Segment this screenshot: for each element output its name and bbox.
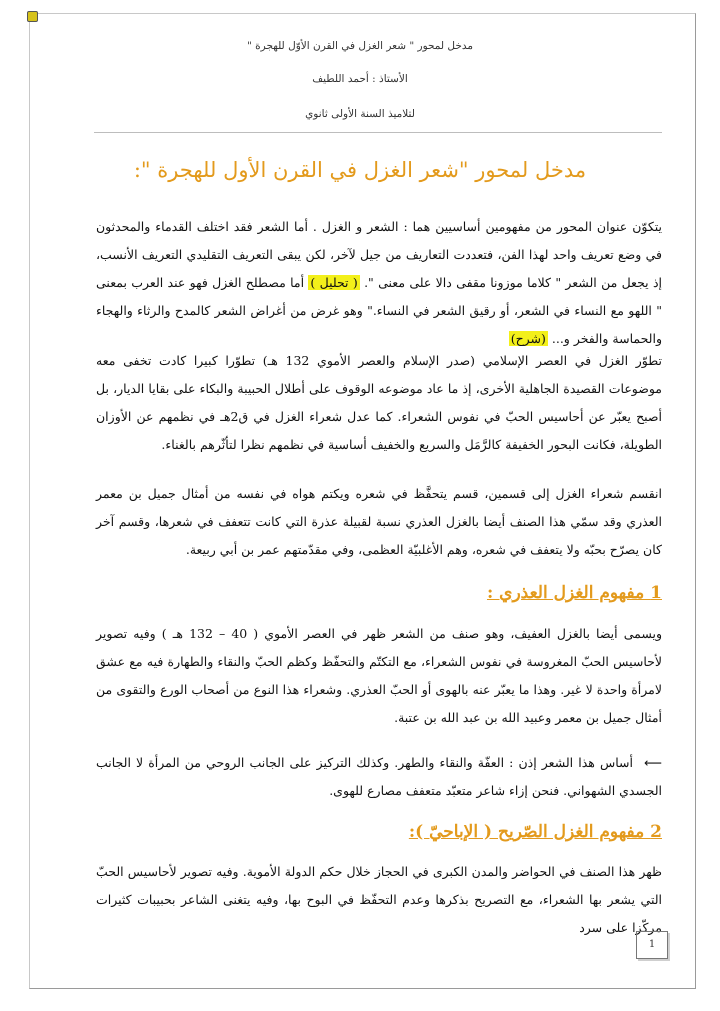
header-title: مدخل لمحور " شعر الغزل في القرن الأوّل للهجرة " bbox=[247, 40, 473, 52]
header-divider bbox=[94, 132, 662, 133]
header-teacher: الأستاذ : أحمد اللطيف bbox=[312, 73, 408, 85]
paragraph-intro-part1: يتكوّن عنوان المحور من مفهومين أساسيين هما : الشعر و الغزل . أما الشعر فقد اختلف القدماء والمحدثون في وضع تعريف واحد لهذا الفن، فتعددت التعاريف من جيل لآخر، لكن يبقى التعريف التقليدي التعريف الأنسب، إذ يجعل من الشعر " كلاما موزونا مقفى دالا على معنى ". bbox=[96, 219, 662, 290]
paragraph-division: انقسم شعراء الغزل إلى قسمين، قسم يتحفَّظ في شعره ويكتم هواه في نفسه من أمثال جميل بن معمر العذري وقد سمّي هذا الصنف أيضا بالغزل العذري نسبة لقبيلة عذرة التي كانت تتعفف في شعرها، وقسم آخر كان يصرّح بحبّه ولا يتعفف في شعره، وهم الأغلبيّة العظمى، وفي مقدّمتهم عمر بن أبي ربيعة. bbox=[96, 486, 662, 557]
paragraph-intro-part2: أما مصطلح الغزل فهو عند العرب بمعنى " اللهو مع النساء في الشعر، أو رقيق الشعر في النساء." وهو غرض من أغراض الشعر كالمدح والرثاء والهجاء والحماسة والفخر و... bbox=[96, 275, 662, 346]
highlight-analysis: ( تحليل ) bbox=[310, 275, 358, 290]
header-audience: لتلاميذ السنة الأولى ثانوي bbox=[305, 108, 415, 120]
section-heading-explicit: 2 مفهوم الغزل الصّريح ( الإباحيّ ): bbox=[408, 822, 662, 842]
corner-marker-icon bbox=[27, 11, 38, 22]
paragraph-udhri-definition: ويسمى أيضا بالغزل العفيف، وهو صنف من الشعر ظهر في العصر الأموي ( 40 – 132 هـ ) وفيه تصوير لأحاسيس الحبّ المغروسة في نفوس الشعراء، مع التكتّم والتحفّظ وكظم الحبّ والنقاء والطهارة فيه مع عشق لامرأة واحدة لا غير. وهذا ما يعبّر عنه بالهوى أو الحبّ العذري. وشعراء هذا النوع من أصحاب الورع والتقوى من أمثال جميل بن معمر وعبيد الله بن عبد الله بن عتبة. bbox=[96, 626, 663, 725]
paragraph-udhri-basis-text: أساس هذا الشعر إذن : العفّة والنقاء والطهر. وكذلك التركيز على الجانب الروحي من المرأة لا الجانب الجسدي الشهواني. فنحن إزاء شاعر متعبّد متعفف مصارع للهوى. bbox=[96, 755, 662, 798]
page-number: 1 bbox=[636, 931, 668, 959]
arrow-icon: ⟵ bbox=[644, 755, 662, 770]
paragraph-intro bbox=[96, 213, 662, 353]
paragraph-evolution: تطوّر الغزل في العصر الإسلامي (صدر الإسلام والعصر الأموي 132 هـ) تطوّرا كبيرا كادت تخفى معه موضوعات القصيدة الجاهلية الأخرى، إذ ما عاد موضوعه الوقوف على أطلال الحبيبة والبكاء على بقايا الديار، بل أصبح يعبّر عن أحاسيس الحبّ في نفوس الشعراء. كما عدل شعراء الغزل في ق2هـ في نظمهم عن الأوزان الطويلة، فكانت البحور الخفيفة كالرَّمَل والسريع والخفيف أساسية في نظمهم نظرا لتأثّرهم بالغناء. bbox=[96, 353, 662, 452]
paragraph-udhri-basis bbox=[96, 749, 662, 805]
highlight-explanation: (شرح) bbox=[510, 331, 546, 346]
document-title: مدخل لمحور "شعر الغزل في القرن الأول للهجرة ": bbox=[133, 158, 587, 182]
section-heading-udhri: 1 مفهوم الغزل العذري : bbox=[486, 583, 662, 603]
paragraph-explicit-definition: ظهر هذا الصنف في الحواضر والمدن الكبرى في الحجاز خلال حكم الدولة الأموية. وفيه تصوير لأحاسيس الحبّ التي يشعر بها الشعراء، مع التصريح بذكرها وعدم التحفّظ في البوح بها، وفيه يتغنى الشاعر بحبيبات كثيرات مركّزا على سرد bbox=[96, 864, 662, 935]
